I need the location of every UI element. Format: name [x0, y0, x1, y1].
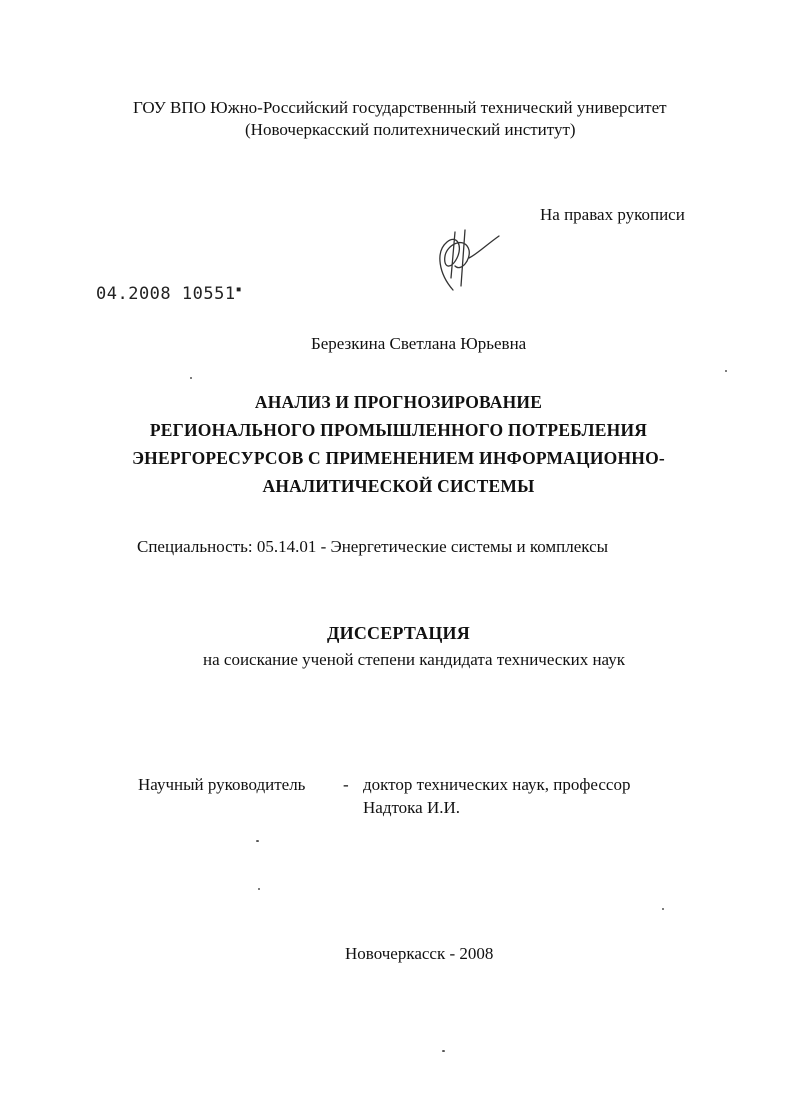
- degree: на соискание ученой степени кандидата технических наук: [203, 650, 626, 669]
- title-line-1: АНАЛИЗ И ПРОГНОЗИРОВАНИЕ: [254, 392, 543, 412]
- title-line-4: АНАЛИТИЧЕСКОЙ СИСТЕМЫ: [262, 476, 535, 496]
- scan-speck: [725, 370, 727, 372]
- specialty: Специальность: 05.14.01 - Энергетические системы и комплексы: [137, 537, 609, 556]
- header-line-1: ГОУ ВПО Южно-Российский государственный технический университет: [133, 98, 667, 117]
- title-line-2: РЕГИОНАЛЬНОГО ПРОМЫШЛЕННОГО ПОТРЕБЛЕНИЯ: [149, 420, 648, 440]
- archive-number-text: 04.2008 10551: [96, 284, 236, 304]
- supervisor-dash: -: [343, 775, 349, 794]
- supervisor-title: доктор технических наук, профессор: [363, 775, 631, 794]
- archive-mark: ▪: [235, 284, 243, 295]
- supervisor-name: Надтока И.И.: [363, 798, 461, 817]
- doc-type: ДИССЕРТАЦИЯ: [327, 623, 470, 643]
- supervisor-label: Научный руководитель: [138, 775, 306, 794]
- rights-note: На правах рукописи: [540, 205, 685, 224]
- scan-speck: [256, 840, 259, 842]
- scan-speck: [258, 888, 260, 890]
- scan-speck: [190, 377, 192, 379]
- signature-mark: [425, 228, 505, 294]
- place-year: Новочеркасск - 2008: [345, 944, 494, 963]
- scan-speck: [442, 1050, 445, 1052]
- author-name: Березкина Светлана Юрьевна: [311, 334, 527, 353]
- header-line-2: (Новочеркасский политехнический институт): [245, 120, 576, 139]
- title-line-3: ЭНЕРГОРЕСУРСОВ С ПРИМЕНЕНИЕМ ИНФОРМАЦИОННО-: [132, 448, 665, 468]
- scan-speck: [662, 908, 664, 910]
- archive-number: [96, 284, 242, 304]
